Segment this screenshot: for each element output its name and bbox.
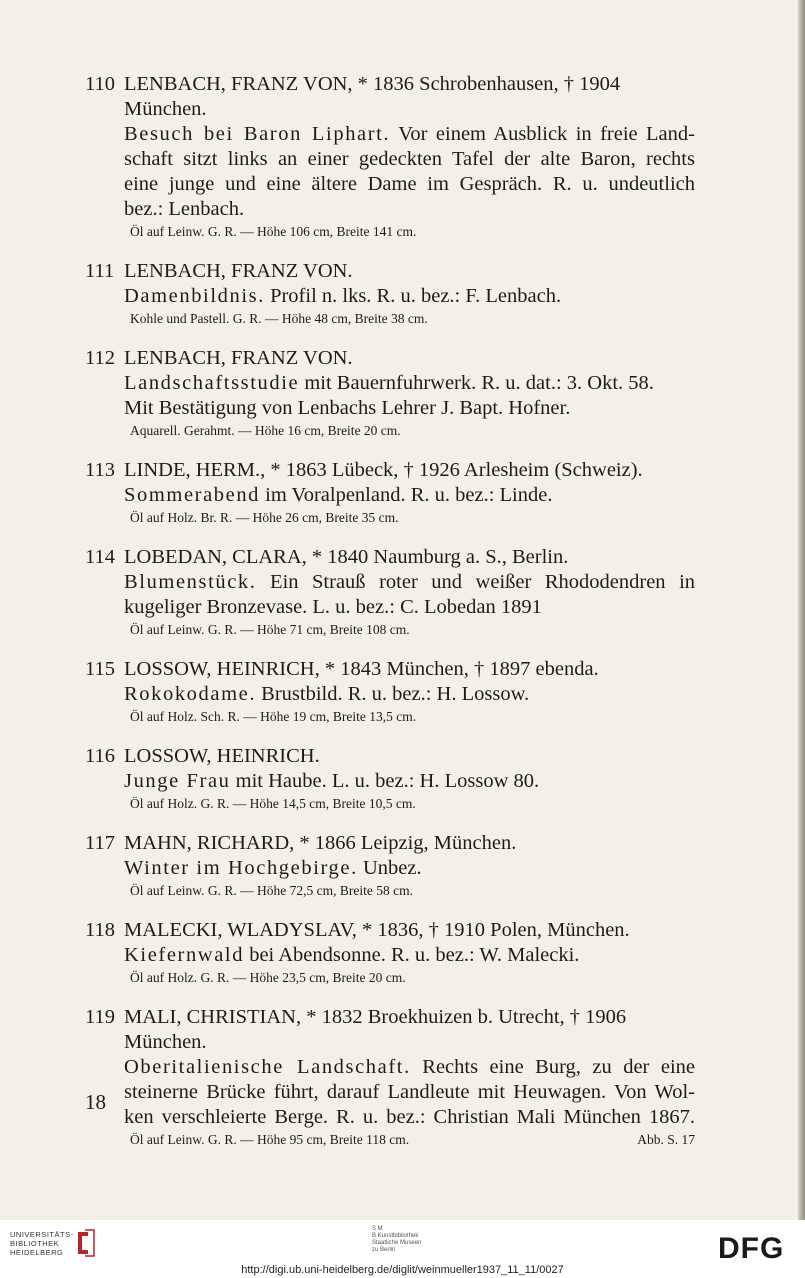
description-line: Unbez. (362, 857, 422, 879)
catalog-entry-110 (85, 72, 695, 241)
catalog-entry-117 (85, 831, 695, 900)
artwork-title: Junge Frau (124, 770, 231, 792)
technical-details: Öl auf Holz. G. R. — Höhe 14,5 cm, Breite 10,5 cm. (130, 796, 416, 811)
entry-list (85, 72, 695, 1167)
library-logo-line: UNIVERSITÄTS- (10, 1230, 74, 1239)
description-line: Ein Strauß roter und weißer Rhododendren in (270, 571, 696, 593)
artwork-title: Damenbildnis. (124, 285, 265, 307)
artist-heading: MAHN, RICHARD, * 1866 Leipzig, München. (124, 832, 517, 854)
entry-number: 114 (85, 546, 115, 568)
catalog-entry-111 (85, 259, 695, 328)
artist-heading: LOSSOW, HEINRICH, * 1843 München, † 1897 ebenda. (124, 658, 599, 680)
description-line: bei Abendsonne. R. u. bez.: W. Malecki. (249, 944, 580, 966)
catalog-entry-114 (85, 545, 695, 639)
artist-heading: LENBACH, FRANZ VON. (124, 347, 353, 369)
technical-details: Öl auf Leinw. G. R. — Höhe 71 cm, Breite 108 cm. (130, 622, 410, 637)
artwork-title: Sommerabend (124, 484, 261, 506)
artist-heading: MALI, CHRISTIAN, * 1832 Broekhuizen b. Utrecht, † 1906 (124, 1006, 627, 1028)
description-line: Profil n. lks. R. u. bez.: F. Lenbach. (270, 285, 562, 307)
description-line: Mit Bestätigung von Lenbachs Lehrer J. Bapt. Hofner. (124, 397, 571, 419)
technical-details: Kohle und Pastell. G. R. — Höhe 48 cm, Breite 38 cm. (130, 311, 428, 326)
dfg-logo[interactable]: DFG (718, 1232, 785, 1265)
description-line: im Voralpenland. R. u. bez.: Linde. (265, 484, 553, 506)
catalog-entry-112 (85, 346, 695, 440)
center-logo-line: B Kunstbibliothek (372, 1233, 419, 1239)
artist-heading: MALECKI, WLADYSLAV, * 1836, † 1910 Polen, München. (124, 919, 630, 941)
description-line: mit Bauernfuhrwerk. R. u. dat.: 3. Okt. 58. (304, 372, 654, 394)
description-line: steinerne Brücke führt, darauf Landleute mit Heuwagen. Von Wol- (124, 1081, 695, 1103)
entry-number: 112 (85, 347, 115, 369)
technical-details: Öl auf Holz. Br. R. — Höhe 26 cm, Breite 35 cm. (130, 510, 399, 525)
entry-number: 116 (85, 745, 115, 767)
artist-heading: LOSSOW, HEINRICH. (124, 745, 320, 767)
description-line: mit Haube. L. u. bez.: H. Lossow 80. (235, 770, 540, 792)
artwork-title: Besuch bei Baron Liphart. (124, 123, 391, 145)
catalog-entry-119 (85, 1005, 695, 1149)
library-logo-line: HEIDELBERG (10, 1248, 64, 1257)
description-line: eine junge und eine ältere Dame im Gespräch. R. u. undeutlich (124, 173, 695, 195)
artist-heading: LOBEDAN, CLARA, * 1840 Naumburg a. S., Berlin. (124, 546, 569, 568)
catalog-entry-116 (85, 744, 695, 813)
technical-details: Aquarell. Gerahmt. — Höhe 16 cm, Breite 20 cm. (130, 423, 401, 438)
kunstbibliothek-logo[interactable] (372, 1226, 421, 1254)
catalog-entry-118 (85, 918, 695, 987)
entry-number: 118 (85, 919, 115, 941)
library-logo-line: BIBLIOTHEK (10, 1239, 60, 1248)
artist-heading-continued: München. (124, 1031, 207, 1053)
description-line: Brustbild. R. u. bez.: H. Lossow. (261, 683, 530, 705)
description-line: Vor einem Ausblick in freie Land- (398, 123, 695, 145)
artist-heading-continued: München. (124, 98, 207, 120)
center-logo-line: Staatliche Museen (372, 1240, 422, 1246)
artist-heading: LENBACH, FRANZ VON. (124, 260, 353, 282)
entry-number: 113 (85, 459, 115, 481)
catalog-entry-113 (85, 458, 695, 527)
technical-details (85, 1130, 695, 1149)
description-line: Rechts eine Burg, zu der eine (422, 1056, 695, 1078)
center-logo-line: S M (372, 1226, 383, 1232)
technical-details: Öl auf Leinw. G. R. — Höhe 106 cm, Breite 141 cm. (130, 224, 417, 239)
description-line: ken verschleierte Berge. R. u. bez.: Christian Mali München 1867. (124, 1106, 695, 1128)
technical-details-text: Öl auf Leinw. G. R. — Höhe 95 cm, Breite 118 cm. (130, 1132, 410, 1147)
technical-details: Öl auf Holz. G. R. — Höhe 23,5 cm, Breite 20 cm. (130, 970, 406, 985)
library-logo[interactable] (10, 1230, 74, 1257)
artwork-title: Winter im Hochgebirge. (124, 857, 358, 879)
entry-number: 117 (85, 832, 115, 854)
permalink-url[interactable]: http://digi.ub.uni-heidelberg.de/diglit/weinmueller1937_11_11/0027 (241, 1264, 564, 1276)
center-logo-line: zu Berlin (372, 1247, 396, 1253)
artwork-title: Rokokodame. (124, 683, 257, 705)
artist-heading: LINDE, HERM., * 1863 Lübeck, † 1926 Arlesheim (Schweiz). (124, 459, 643, 481)
library-emblem-icon (74, 1228, 96, 1258)
entry-number: 110 (85, 73, 115, 95)
catalog-entry-115 (85, 657, 695, 726)
page-number: 18 (85, 1090, 106, 1114)
technical-details: Öl auf Holz. Sch. R. — Höhe 19 cm, Breite 13,5 cm. (130, 709, 417, 724)
technical-details: Öl auf Leinw. G. R. — Höhe 72,5 cm, Breite 58 cm. (130, 883, 413, 898)
entry-number: 119 (85, 1006, 115, 1028)
entry-number: 115 (85, 658, 115, 680)
artwork-title: Kiefernwald (124, 944, 245, 966)
entry-number: 111 (85, 260, 115, 282)
artwork-title: Landschaftsstudie (124, 372, 300, 394)
artist-heading: LENBACH, FRANZ VON, * 1836 Schrobenhausen, † 1904 (124, 73, 621, 95)
illustration-reference: Abb. S. 17 (637, 1132, 695, 1147)
viewer-footer (0, 1220, 805, 1278)
description-line: schaft sitzt links an einer gedeckten Tafel der alte Baron, rechts (124, 148, 695, 170)
description-line: bez.: Lenbach. (124, 198, 245, 220)
artwork-title: Blumenstück. (124, 571, 257, 593)
description-line: kugeliger Bronzevase. L. u. bez.: C. Lobedan 1891 (124, 596, 542, 618)
artwork-title: Oberitalienische Landschaft. (124, 1056, 411, 1078)
page-edge (798, 0, 805, 1220)
